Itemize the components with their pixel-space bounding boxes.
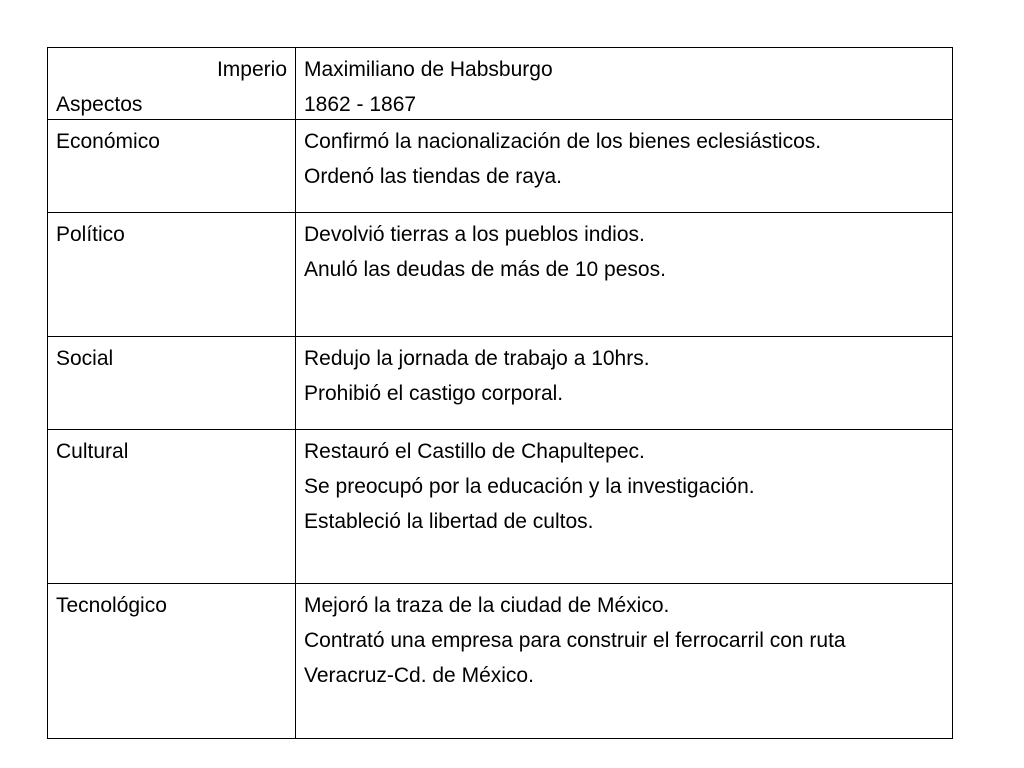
description-line: Devolvió tierras a los pueblos indios.: [304, 223, 645, 246]
description-cell: [296, 120, 952, 212]
header-right-cell: [296, 48, 952, 119]
description-line: Estableció la libertad de cultos.: [304, 510, 594, 533]
table-row-economico: [48, 119, 952, 212]
table-row-tecnologico: [48, 583, 952, 738]
header-years: 1862 - 1867: [304, 93, 417, 116]
aspect-label: Social: [56, 347, 114, 370]
description-line: Se preocupó por la educación y la investigación.: [304, 475, 755, 498]
description-line: Contrató una empresa para construir el ferrocarril con ruta: [304, 629, 846, 652]
header-left-cell: [48, 48, 296, 119]
description-line: Redujo la jornada de trabajo a 10hrs.: [304, 347, 650, 370]
description-line: Mejoró la traza de la ciudad de México.: [304, 594, 670, 617]
description-cell: [296, 584, 952, 738]
aspect-cell: [48, 584, 296, 738]
table-row-social: [48, 336, 952, 429]
aspect-label: Cultural: [56, 440, 129, 463]
aspect-label: Tecnológico: [56, 594, 167, 617]
header-emperor-name: Maximiliano de Habsburgo: [304, 58, 553, 81]
description-line: Anuló las deudas de más de 10 pesos.: [304, 258, 666, 281]
aspect-cell: [48, 213, 296, 336]
aspect-label: Económico: [56, 130, 160, 153]
description-cell: [296, 213, 952, 336]
aspect-cell: [48, 430, 296, 583]
description-line: Veracruz-Cd. de México.: [304, 664, 534, 687]
description-line: Ordenó las tiendas de raya.: [304, 165, 562, 188]
table-row-politico: [48, 212, 952, 336]
description-line: Confirmó la nacionalización de los bienes eclesiásticos.: [304, 130, 822, 153]
table-row-cultural: [48, 429, 952, 583]
table-header-row: [48, 48, 952, 119]
header-imperio-label: Imperio: [216, 58, 287, 81]
maximiliano-table: [47, 47, 953, 739]
aspect-cell: [48, 120, 296, 212]
aspect-cell: [48, 337, 296, 429]
description-line: Prohibió el castigo corporal.: [304, 382, 564, 405]
header-aspectos-label: Aspectos: [56, 93, 143, 116]
description-line: Restauró el Castillo de Chapultepec.: [304, 440, 645, 463]
description-cell: [296, 337, 952, 429]
aspect-label: Político: [56, 223, 125, 246]
description-cell: [296, 430, 952, 583]
